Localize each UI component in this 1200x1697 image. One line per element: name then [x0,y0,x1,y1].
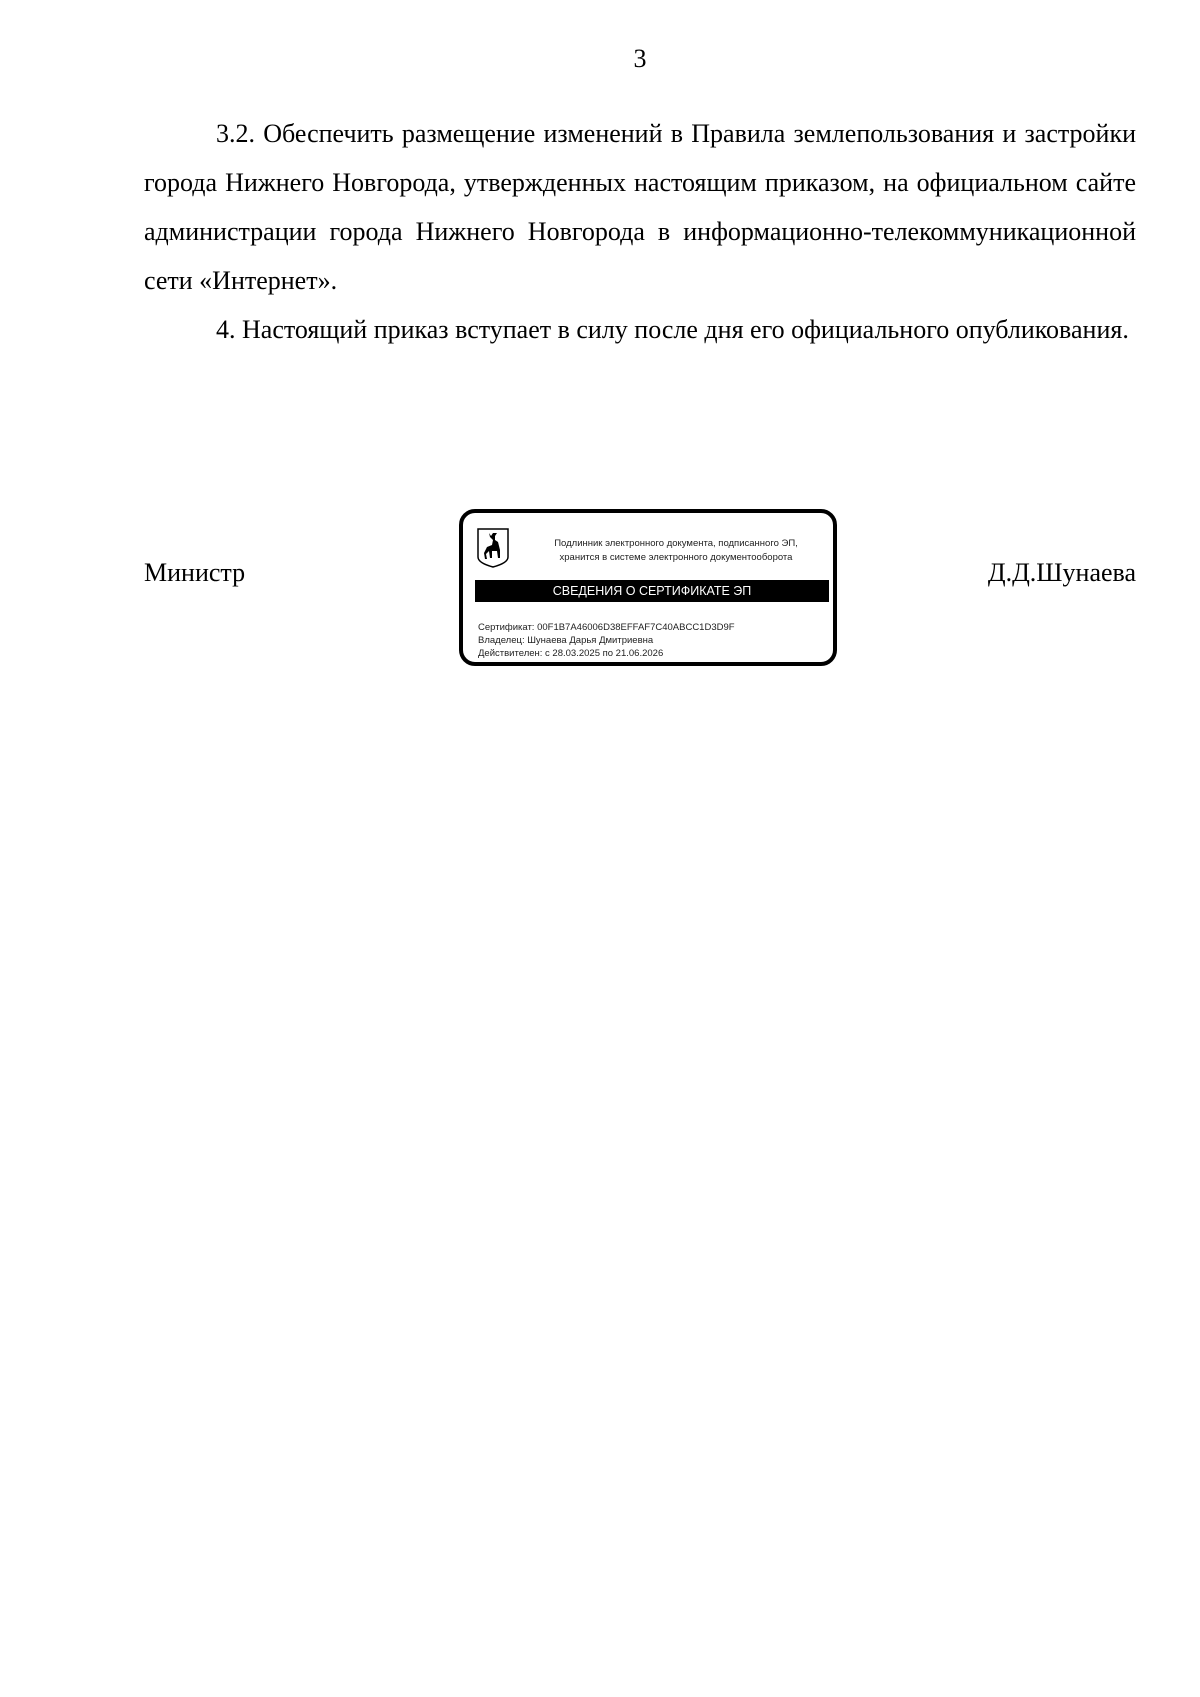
stamp-info [478,621,735,660]
signatory-name: Д.Д.Шунаева [987,558,1136,587]
electronic-signature-stamp [459,509,837,666]
stamp-header [523,537,829,565]
certificate-owner: Владелец: Шунаева Дарья Дмитриевна [478,635,654,646]
stamp-title: СВЕДЕНИЯ О СЕРТИФИКАТЕ ЭП [475,580,829,602]
stamp-header-line1: Подлинник электронного документа, подписанного ЭП, [554,538,798,549]
page-number: 3 [633,44,647,73]
paragraph-4: 4. Настоящий приказ вступает в силу после дня его официального опубликования. [216,315,1129,344]
certificate-validity: Действителен: с 28.03.2025 по 21.06.2026 [478,648,664,659]
signatory-position: Министр [144,558,246,587]
certificate-number: Сертификат: 00F1B7A46006D38EFFAF7C40ABCC1D3D9F [478,622,735,633]
stamp-header-line2: хранится в системе электронного документооборота [559,552,793,563]
deer-coat-of-arms-icon [476,527,510,569]
paragraph-3-2: 3.2. Обеспечить размещение изменений в Правила землепользования и застройки города Нижнего Новгорода, утвержденных настоящим приказом, на официальном сайте администрации города Нижнего Новгорода в информационно-телекоммуникационной сети «Интернет». [144,119,1136,295]
